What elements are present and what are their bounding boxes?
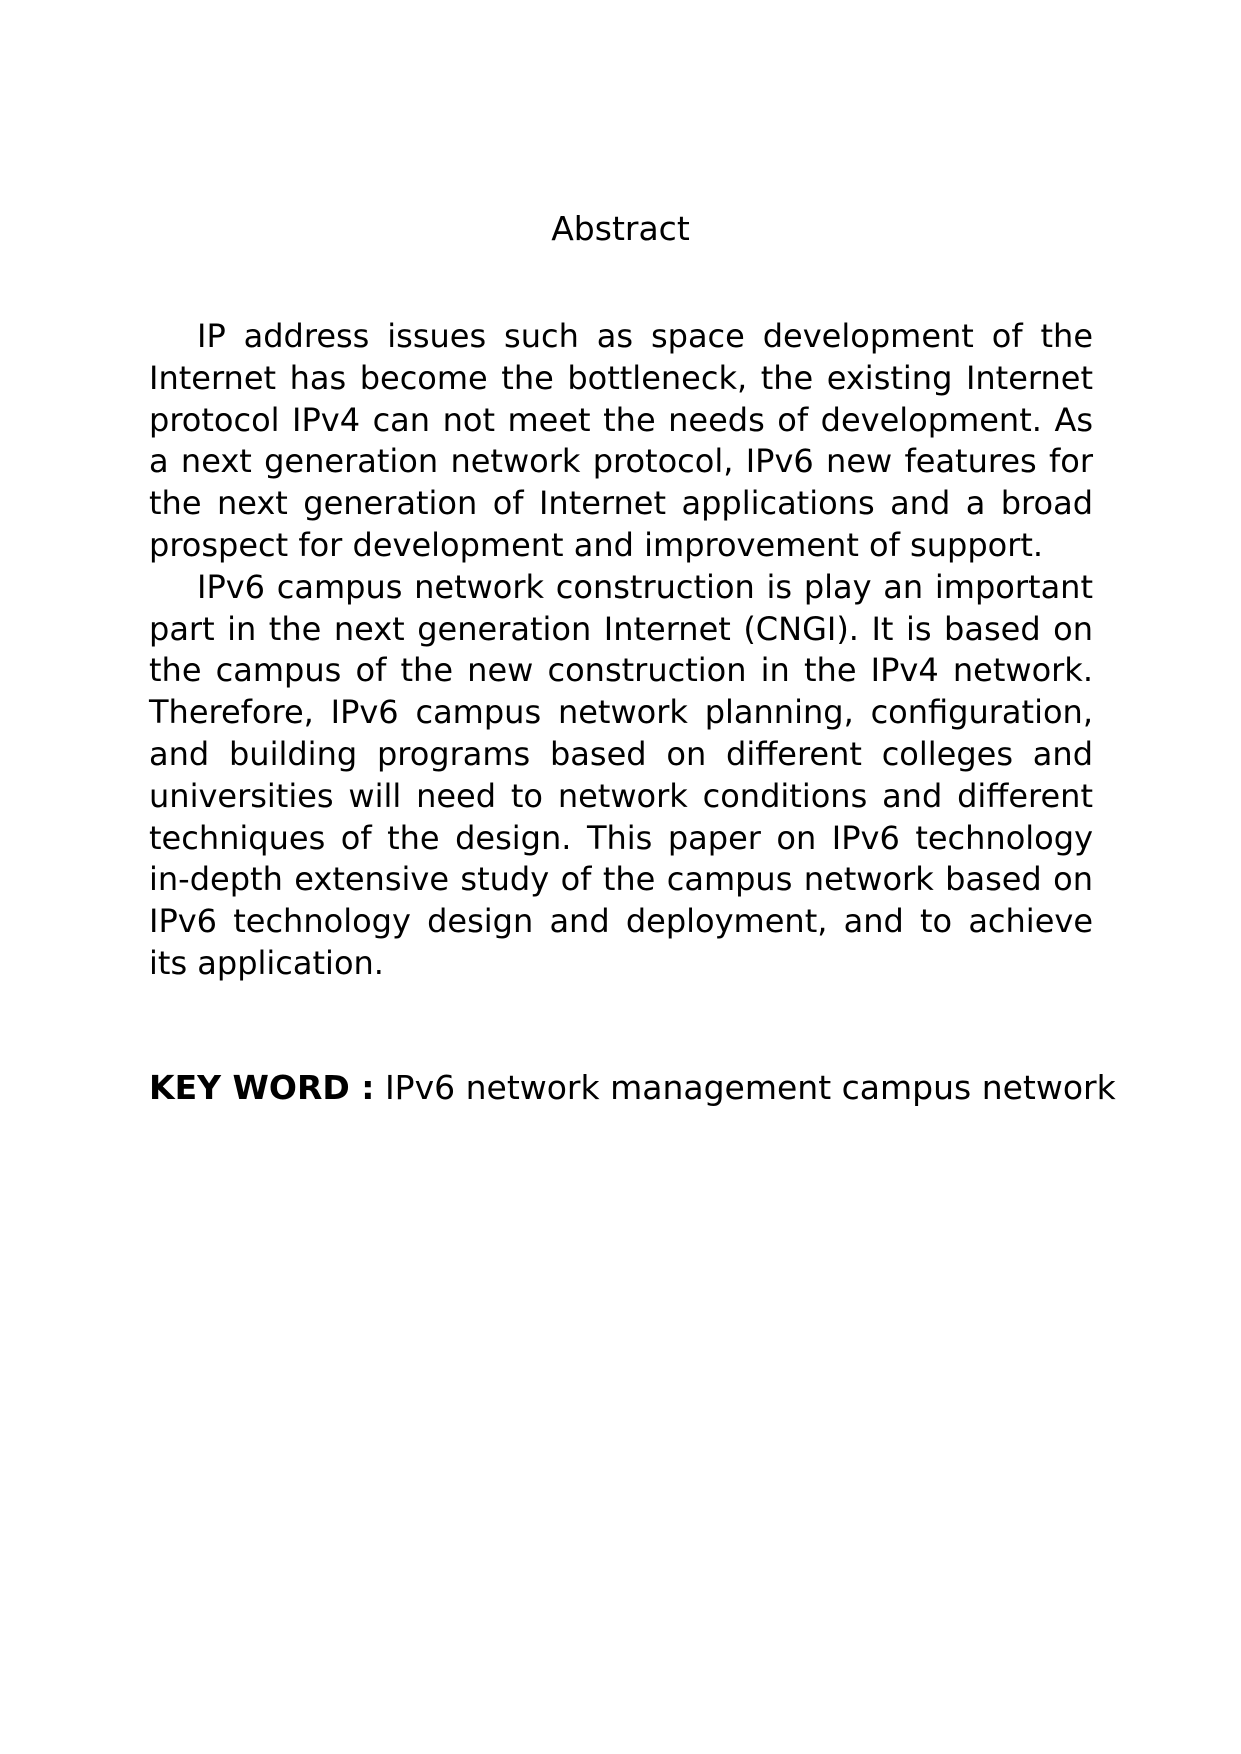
abstract-paragraph-2: IPv6 campus network construction is play an important part in the next generation Internet (CNGI). It is based on the campus of the new construction in the IPv4 network. Therefore, IPv6 campus network planning, configuration, and building programs based on different colleges and universities will need to network conditions and different techniques of the design. This paper on IPv6 technology in-depth extensive study of the campus network based on IPv6 technology design and deployment, and to achieve its application.: [149, 567, 1093, 982]
abstract-paragraph-1: IP address issues such as space development of the Internet has become the bottleneck, the existing Internet protocol IPv4 can not meet the needs of development. As a next generation network protocol, IPv6 new features for the next generation of Internet applications and a broad prospect for development and improvement of support.: [149, 317, 1093, 564]
keywords-label: KEY WORD :: [149, 1068, 375, 1107]
keywords-value: IPv6 network management campus network: [384, 1068, 1116, 1107]
abstract-title: Abstract: [551, 209, 690, 248]
abstract-body: [149, 316, 1093, 985]
keywords-line: [149, 1065, 1116, 1111]
